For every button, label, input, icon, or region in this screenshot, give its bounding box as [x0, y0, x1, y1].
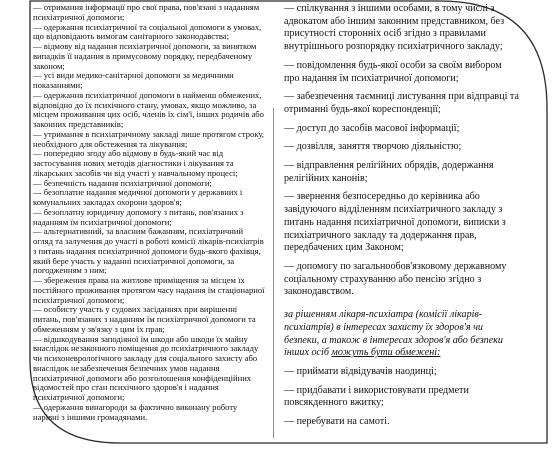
- left-column-rights-list: [33, 3, 265, 422]
- list-item: — відмову від надання психіатричної допомоги, за винятком випадків її надання в примусовому порядку, передбаченому законом;: [33, 41, 257, 71]
- list-item: — особисту участь у судових засіданнях при вирішенні питань, пов'язаних з наданням їм психіатричної допомоги та обмеженням у зв'язку з цим їх прав;: [33, 304, 256, 334]
- right-column-rights-list: [284, 3, 519, 435]
- list-item: — спілкування з іншими особами, в тому числі з адвокатом або іншим законним представником, без присутності сторонніх осіб згідно з правилами внутрішнього розпорядку психіатричного закладу;: [284, 3, 505, 53]
- restriction-lead-prefix: за рішенням лікаря-психіатра (комісії лікарів-психіатрів) в інтересах захисту їх здоров'я чи безпеки, а також в інтересах здоров'я або безпеки інших осіб: [284, 309, 503, 359]
- list-item: — отримання інформації про свої права, пов'язані з наданням психіатричної допомоги;: [33, 2, 260, 22]
- list-item: — відправлення релігійних обрядів, додержання релігійних канонів;: [284, 160, 494, 184]
- list-item: — одержання винагороди за фактично виконану роботу нарівні з іншими громадянами.: [33, 401, 238, 422]
- list-item: — повідомлення будь-якої особи за своїм вибором про надання їм психіатричної допомоги;: [284, 59, 502, 84]
- list-item: — забезпечення таємниці листування при відправці та отриманні будь-якої кореспонденції;: [284, 91, 519, 115]
- list-item: — безоплатне надання медичної допомоги у державних і комунальних закладах охорони здоров'я;: [33, 187, 243, 207]
- list-item: — попередню згоду або відмову в будь-який час від застосування нових методів діагностики і лікування та лікарських засобів чи від участі у навчальному процесі;: [33, 148, 238, 178]
- restriction-lead-text: [284, 309, 519, 360]
- restricted-item: — приймати відвідувачів наодинці;: [284, 365, 437, 377]
- restriction-lead-underlined: можуть бути обмежені:: [331, 347, 441, 359]
- list-item: — допомогу по загальнообов'язковому державному соціальному страхуванню або пенсію згідно з законодавством.: [284, 260, 507, 298]
- list-item: — альтернативний, за власним бажанням, психіатричний огляд та залучення до участі в роботі комісії лікарів-психіатрів з питань надання психіатричної допомоги будь-якого фахівця, який бере участь у наданні психіатричної допомоги, за погодженням з ним;: [33, 226, 264, 276]
- list-item: — безоплатну юридичну допомогу з питань, пов'язаних з наданням їм психіатричної допомоги;: [33, 206, 244, 227]
- list-item: — доступ до засобів масової інформації;: [284, 122, 460, 134]
- list-item: — звернення безпосередньо до керівника або завідуючого відділенням психіатричного закладу з питань надання психіатричної допомоги, виписки з психіатричного закладу та додержання прав, передбачених цим Законом;: [284, 191, 506, 254]
- list-item: — одержання психіатричної допомоги в найменш обмежених, відповідно до їх психічного стану, умовах, якщо можливо, за місцем проживання цих осіб, членів їх сім'ї, інших родичів або законних представників;: [33, 89, 264, 129]
- list-item: — утримання в психіатричному закладі лише протягом строку, необхідного для обстеження та лікування;: [33, 128, 264, 149]
- list-item: — усі види медико-санітарної допомоги за медичними показаннями;: [33, 70, 234, 90]
- list-item: — одержання психіатричної та соціальної допомоги в умовах, що відповідають вимогам санітарного законодавства;: [33, 21, 262, 42]
- restricted-item: — перебувати на самоті.: [284, 416, 390, 428]
- list-item: — збереження права на житлове приміщення за місцем їх постійного проживання протягом часу надання їм стаціонарної психіатричної допомоги;: [33, 275, 265, 305]
- column-divider: [273, 108, 274, 438]
- list-item: — безпечність надання психіатричної допомоги;: [33, 177, 212, 188]
- list-item: — дозвілля, заняття творчою діяльністю;: [284, 141, 462, 153]
- list-item: — відшкодування заподіяної їм шкоди або шкоди їх майну внаслідок незаконного поміщення до психіатричного закладу чи психоневрологічного закладу для соціального захисту або внаслідок незабезпечення безпечних умов надання психіатричної допомоги або розголошення конфіденційних відомостей про стан психічного здоров'я і надання психіатричної допомоги;: [33, 333, 259, 402]
- restricted-item: — придбавати і використовувати предмети повсякденного вжитку;: [284, 384, 469, 409]
